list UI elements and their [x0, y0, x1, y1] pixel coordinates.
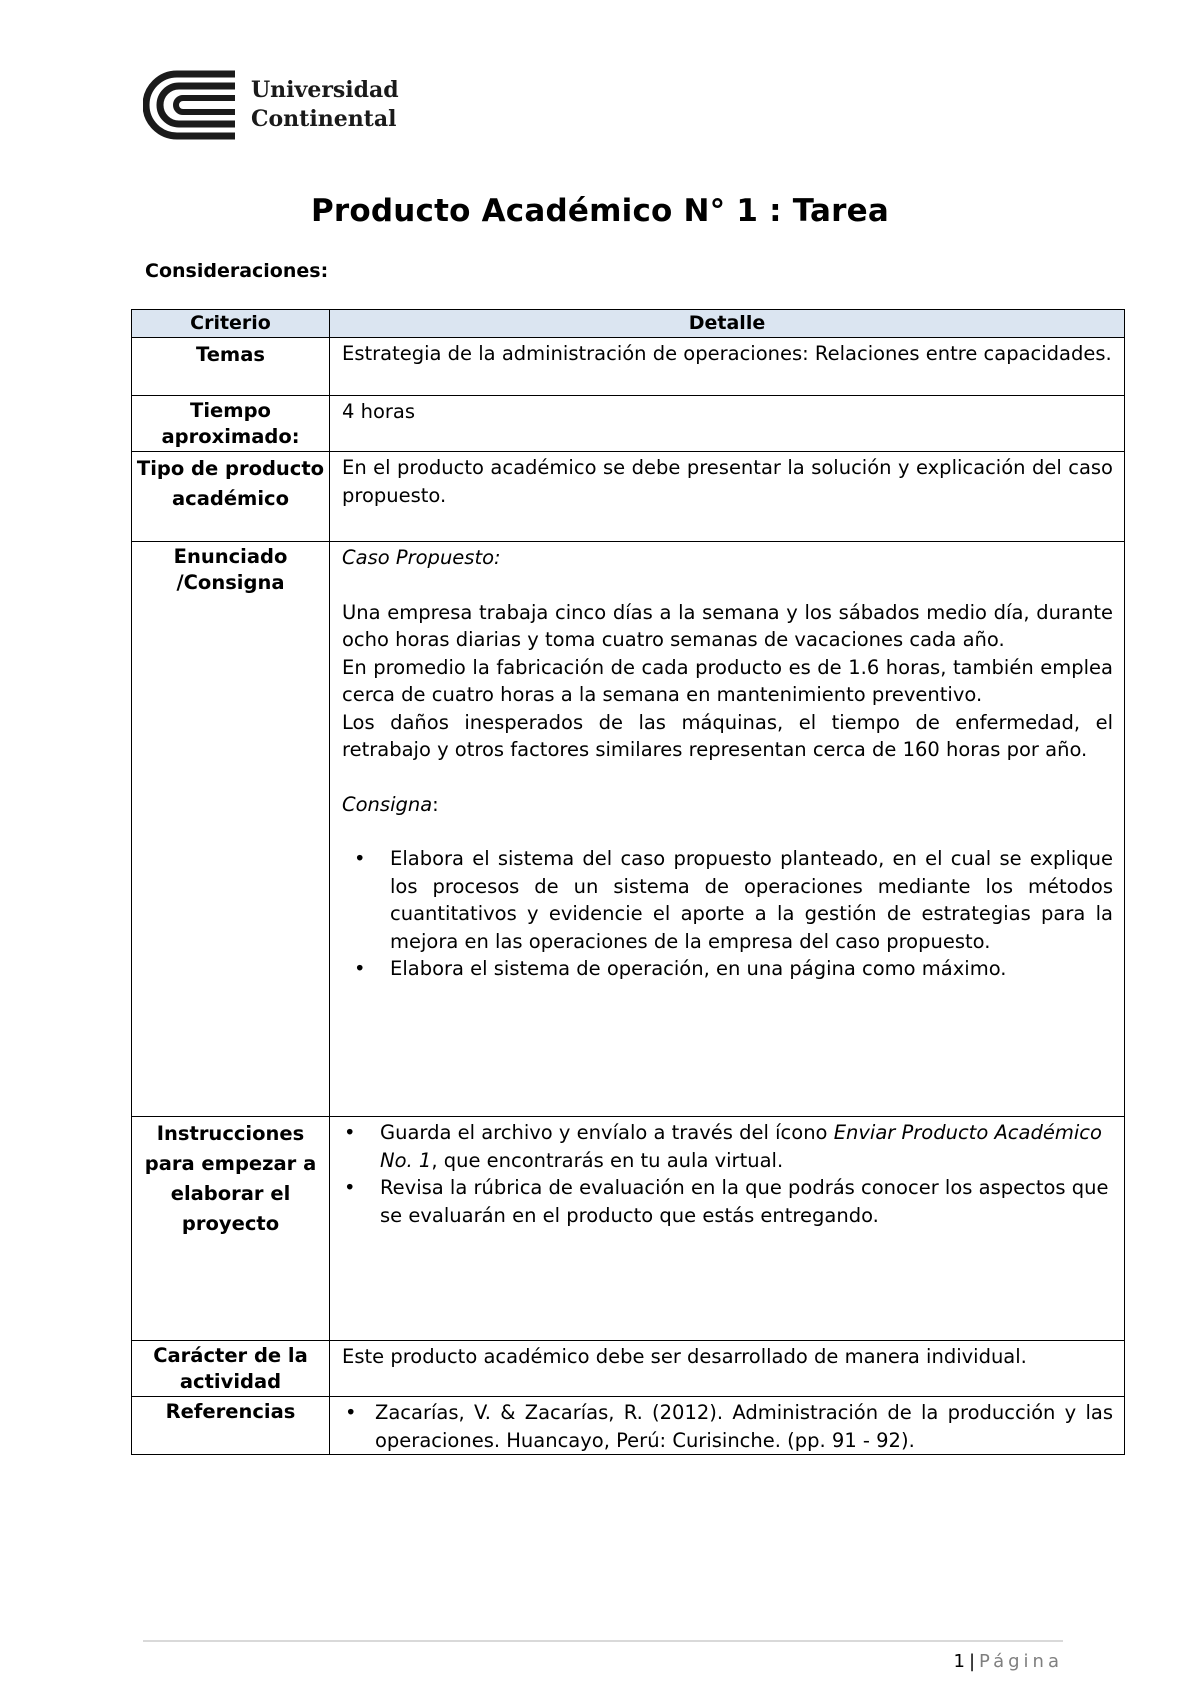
page-word: Página — [979, 1651, 1063, 1672]
criterion-label: Carácter de la actividad — [132, 1341, 330, 1397]
list-item: • Zacarías, V. & Zacarías, R. (2012). Administración de la producción y las operaciones. Huancayo, Perú: Curisinche. (pp. 91 - 92). — [342, 1399, 1113, 1454]
criterion-label: Enunciado /Consigna — [132, 542, 330, 1117]
list-item: • Revisa la rúbrica de evaluación en la que podrás conocer los aspectos que se evaluarán en el producto que estás entregando. — [342, 1174, 1113, 1229]
footer-divider — [143, 1640, 1063, 1642]
table-row-caracter — [132, 1341, 1125, 1397]
table-row-enunciado — [132, 542, 1125, 1117]
page-number: 1 — [953, 1651, 965, 1672]
consigna-heading-text: Consigna — [342, 792, 433, 816]
paragraph: En promedio la fabricación de cada producto es de 1.6 horas, también emplea cerca de cuatro horas a la semana en mantenimiento preventivo. — [342, 655, 1113, 706]
criterion-label: Temas — [132, 338, 330, 396]
continental-logo-icon — [143, 70, 243, 140]
table-header-row — [132, 310, 1125, 338]
list-item — [342, 1119, 1113, 1174]
list-item: • Elabora el sistema del caso propuesto planteado, en el cual se explique los procesos de un sistema de operaciones mediante los métodos cuantitativos y evidencie el aporte a la gestión de estrategias para la mejora en las operaciones de la empresa del caso propuesto. — [342, 845, 1113, 955]
paragraph: Una empresa trabaja cinco días a la semana y los sábados medio día, durante ocho horas diarias y toma cuatro semanas de vacaciones cada año. — [342, 600, 1113, 651]
bullet-text: Guarda el archivo y envíalo a través del ícono — [380, 1121, 834, 1144]
criteria-table — [131, 309, 1125, 1455]
logo-line-2: Continental — [251, 106, 397, 132]
bullet-text-italic: Enviar Producto Académico No. 1 — [380, 1121, 1102, 1172]
consigna-list — [342, 845, 1113, 983]
criterion-detail — [330, 1117, 1125, 1341]
criterion-label: Tiempo aproximado: — [132, 396, 330, 452]
criterion-label: Referencias — [132, 1397, 330, 1455]
table-row-tiempo — [132, 396, 1125, 452]
criterion-detail: Este producto académico debe ser desarrollado de manera individual. — [330, 1341, 1125, 1397]
logo-line-1: Universidad — [251, 77, 399, 103]
criterion-detail — [330, 542, 1125, 1117]
paragraph: Los daños inesperados de las máquinas, el tiempo de enfermedad, el retrabajo y otros factores similares representan cerca de 160 horas por año. — [342, 710, 1113, 761]
section-label-consideraciones: Consideraciones: — [145, 260, 329, 282]
consigna-heading — [342, 791, 1113, 819]
logo-wordmark — [251, 76, 399, 134]
instructions-list — [342, 1119, 1113, 1229]
column-header-detalle: Detalle — [330, 310, 1125, 338]
table-row-tipo — [132, 452, 1125, 542]
references-list — [342, 1399, 1113, 1454]
criterion-detail: Estrategia de la administración de operaciones: Relaciones entre capacidades. — [330, 338, 1125, 396]
table-row-referencias — [132, 1397, 1125, 1455]
column-header-criterio: Criterio — [132, 310, 330, 338]
consigna-colon: : — [432, 792, 439, 816]
criterion-detail: 4 horas — [330, 396, 1125, 452]
university-logo — [143, 70, 403, 140]
table-row-temas — [132, 338, 1125, 396]
bullet-text: , que encontrarás en tu aula virtual. — [431, 1148, 784, 1172]
criterion-detail — [330, 1397, 1125, 1455]
criterion-detail: En el producto académico se debe presentar la solución y explicación del caso propuesto. — [330, 452, 1125, 542]
caso-propuesto-heading: Caso Propuesto: — [342, 546, 501, 569]
page-footer — [954, 1651, 1063, 1672]
criterion-label: Tipo de producto académico — [132, 452, 330, 542]
criterion-label: Instrucciones para empezar a elaborar el proyecto — [132, 1117, 330, 1341]
list-item: • Elabora el sistema de operación, en una página como máximo. — [342, 955, 1113, 983]
table-row-instrucciones — [132, 1117, 1125, 1341]
document-title: Producto Académico N° 1 : Tarea — [310, 193, 890, 229]
footer-separator: | — [968, 1651, 976, 1672]
